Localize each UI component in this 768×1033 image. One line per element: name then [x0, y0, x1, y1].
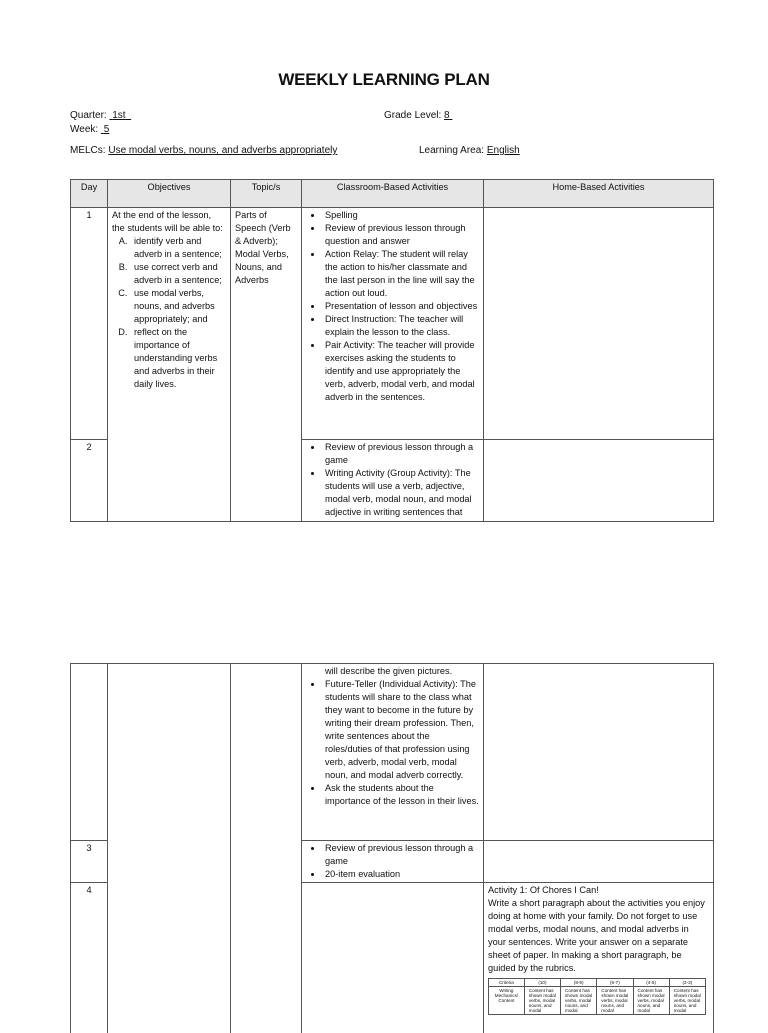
objectives-list — [112, 235, 226, 391]
rubric-cell: Content has shown modal verbs, modal nouns, and modal — [669, 987, 705, 1015]
list-item: • Review of previous lesson through a game — [323, 842, 479, 868]
grade-label: Grade Level: — [384, 110, 442, 121]
continuation-text: will describe the given pictures. — [325, 666, 453, 676]
list-item: • Review of previous lesson through question and answer — [323, 222, 479, 248]
activity-title: Activity 1: Of Chores I Can! — [488, 885, 599, 895]
list-item: • Pair Activity: The teacher will provide exercises asking the students to identify and use appropriately the verb, adverb, modal verb, and modal adverb in the sentences. — [323, 339, 479, 404]
list-item: • Writing Activity (Group Activity): The students will use a verb, adjective, modal verb, modal noun, and modal adjective in writing sentences that — [323, 467, 479, 519]
header-topics: Topic/s — [231, 180, 302, 208]
home-activities-day1 — [484, 208, 714, 440]
table-row-day1 — [71, 208, 714, 440]
home-activities-day4 — [484, 883, 714, 1033]
learning-area-label: Learning Area: — [419, 145, 485, 156]
list-item: • Review of previous lesson through a game — [323, 441, 479, 467]
rubric-cell: Content has shown modal verbs, modal nouns, and modal — [633, 987, 669, 1015]
week-value: 5 — [103, 124, 110, 135]
week-label: Week: — [70, 124, 99, 135]
classroom-activities-day3 — [302, 841, 484, 883]
rubric-header: (10) — [524, 979, 560, 987]
table-row-day2-cont — [71, 664, 714, 841]
melcs-label: MELCs: — [70, 145, 106, 156]
list-item: • Spelling — [323, 209, 479, 222]
activity-instructions: Write a short paragraph about the activities you enjoy doing at home with your family. Do not forget to use modal verbs, modal nouns, and modal adverbs in your sentences. Write your answer on a separate sheet of paper. In making a short paragraph, be guided by the rubrics. — [488, 898, 705, 973]
header-objectives: Objectives — [108, 180, 231, 208]
melcs-line — [70, 145, 337, 156]
list-item: • Direct Instruction: The teacher will explain the lesson to the class. — [323, 313, 479, 339]
list-item: C. use modal verbs, nouns, and adverbs appropriately; and — [130, 287, 226, 326]
classroom-activities-day2-cont — [302, 664, 484, 841]
list-item: • Presentation of lesson and objectives — [323, 300, 479, 313]
melcs-value: Use modal verbs, nouns, and adverbs appropriately — [108, 145, 338, 156]
rubric-header: (8-9) — [561, 979, 597, 987]
header-home: Home-Based Activities — [484, 180, 714, 208]
home-activities-day2 — [484, 440, 714, 522]
classroom-activities-day1 — [302, 208, 484, 440]
header-classroom: Classroom-Based Activities — [302, 180, 484, 208]
rubric-header: Criteria — [489, 979, 525, 987]
plan-table-page2 — [70, 663, 714, 1033]
classroom-activities-day4 — [302, 883, 484, 1033]
rubric-cell: Content has shown modal verbs, modal nouns, and modal — [524, 987, 560, 1015]
rubric-header: (6-7) — [597, 979, 633, 987]
objectives-cell — [108, 208, 231, 522]
day-number: 2 — [71, 440, 108, 522]
rubric-header: (2-3) — [669, 979, 705, 987]
classroom-activities-day2 — [302, 440, 484, 522]
table-header-row — [71, 180, 714, 208]
list-item: D. reflect on the importance of understanding verbs and adverbs in their daily lives. — [130, 326, 226, 391]
grade-line — [384, 110, 452, 121]
day-number: 4 — [71, 883, 108, 1033]
list-item: • 20-item evaluation — [323, 868, 479, 881]
list-item: A. identify verb and adverb in a sentence; — [130, 235, 226, 261]
learning-area-value: English — [486, 145, 520, 156]
topic-cell: Parts of Speech (Verb & Adverb); Modal Verbs, Nouns, and Adverbs — [231, 208, 302, 522]
quarter-label: Quarter: — [70, 110, 107, 121]
grade-value: 8 — [444, 110, 450, 121]
page-title: WEEKLY LEARNING PLAN — [278, 70, 490, 89]
day-number: 1 — [71, 208, 108, 440]
list-item: • Ask the students about the importance of the lesson in their lives. — [323, 782, 479, 808]
list-item: • Action Relay: The student will relay the action to his/her classmate and the last person in the line will say the action out loud. — [323, 248, 479, 300]
learning-area-line — [419, 145, 520, 156]
day-number: 3 — [71, 841, 108, 883]
rubric-header: (4-5) — [633, 979, 669, 987]
plan-table-page1 — [70, 179, 714, 522]
quarter-value: 1st — [112, 110, 126, 121]
list-item: B. use correct verb and adverb in a sentence; — [130, 261, 226, 287]
list-item: • Future-Teller (Individual Activity): The students will share to the class what they want to become in the future by writing their dream profession. Then, write sentences about the roles/duties of that profession using verb, adverb, modal verb, modal noun, and modal adverb correctly. — [323, 678, 479, 782]
quarter-line — [70, 110, 131, 121]
rubric-table — [488, 978, 706, 1015]
rubric-cell: Writing Mechanics/ Content — [489, 987, 525, 1015]
objectives-intro: At the end of the lesson, the students will be able to: — [112, 210, 223, 233]
week-line — [70, 124, 109, 135]
header-day: Day — [71, 180, 108, 208]
rubric-cell: Content has shown modal verbs, modal nouns, and modal — [561, 987, 597, 1015]
rubric-cell: Content has shown modal verbs, modal nouns, and modal — [597, 987, 633, 1015]
